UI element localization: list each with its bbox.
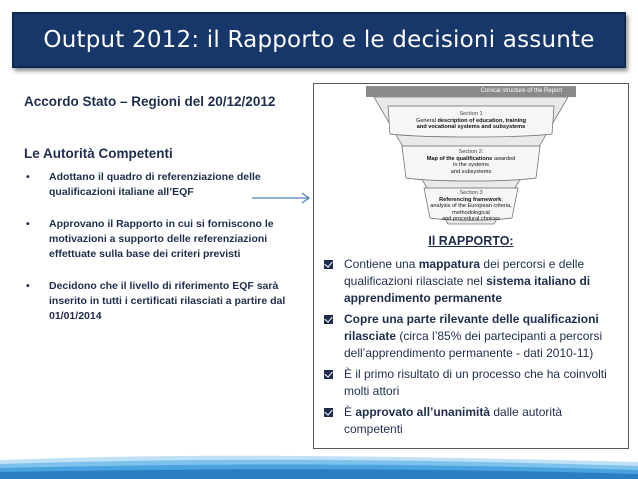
- list-item: • Approvano il Rapporto in cui si forniscono le motivazioni a supporto delle referenziazioni effettuate sulla base dei criteri previsti: [26, 218, 274, 260]
- authorities-heading: Le Autorità Competenti: [24, 146, 173, 161]
- report-title: Il RAPPORTO:: [428, 234, 514, 248]
- list-item: Contiene una mappatura dei percorsi e delle qualificazioni rilasciate nel sistema italiano di apprendimento permanente: [322, 256, 622, 307]
- slide-title: Output 2012: il Rapporto e le decisioni assunte: [43, 27, 595, 53]
- report-panel: [313, 83, 629, 449]
- list-item: • Decidono che il livello di riferimento EQF sarà inserito in tutti i certificati rilasciati a partire dal 01/01/2014: [26, 280, 286, 322]
- bullet-icon: •: [26, 280, 30, 292]
- figure-section-2: Section 2: Map of the qualifications awarded in the systems and subsystems: [426, 149, 516, 175]
- figure-section-3: Section 3 Referencing framework; analysis of the European criteria, methodological and procedural choices: [430, 190, 512, 223]
- bullet-icon: •: [26, 171, 30, 183]
- arrow-right-icon: [250, 190, 314, 206]
- checkbox-bullet-icon: [324, 370, 333, 379]
- report-points-list: [322, 256, 622, 442]
- figure-section-1: Section 1 General description of education, training and vocational systems and subsystems: [415, 111, 527, 131]
- left-column: [24, 92, 304, 341]
- footer-wave-decoration: [0, 452, 638, 479]
- list-item: È approvato all’unanimità dalle autorità competenti: [322, 404, 622, 438]
- bullet-icon: •: [26, 218, 30, 230]
- figure-header: Conical structure of the Report: [366, 86, 576, 97]
- agreement-heading: Accordo Stato – Regioni del 20/12/2012: [24, 94, 276, 109]
- list-item: È il primo risultato di un processo che ha coinvolti molti attori: [322, 366, 622, 400]
- list-item: Copre una parte rilevante delle qualificazioni rilasciate (circa l’85% dei partecipanti a percorsi dell’apprendimento permanente - dati 2010-11): [322, 311, 622, 362]
- title-bar: [12, 12, 626, 68]
- list-item: • Adottano il quadro di referenziazione delle qualificazioni italiane all’EQF: [26, 171, 261, 198]
- checkbox-bullet-icon: [324, 408, 333, 417]
- checkbox-bullet-icon: [324, 260, 333, 269]
- checkbox-bullet-icon: [324, 315, 333, 324]
- conical-structure-figure: [366, 86, 576, 226]
